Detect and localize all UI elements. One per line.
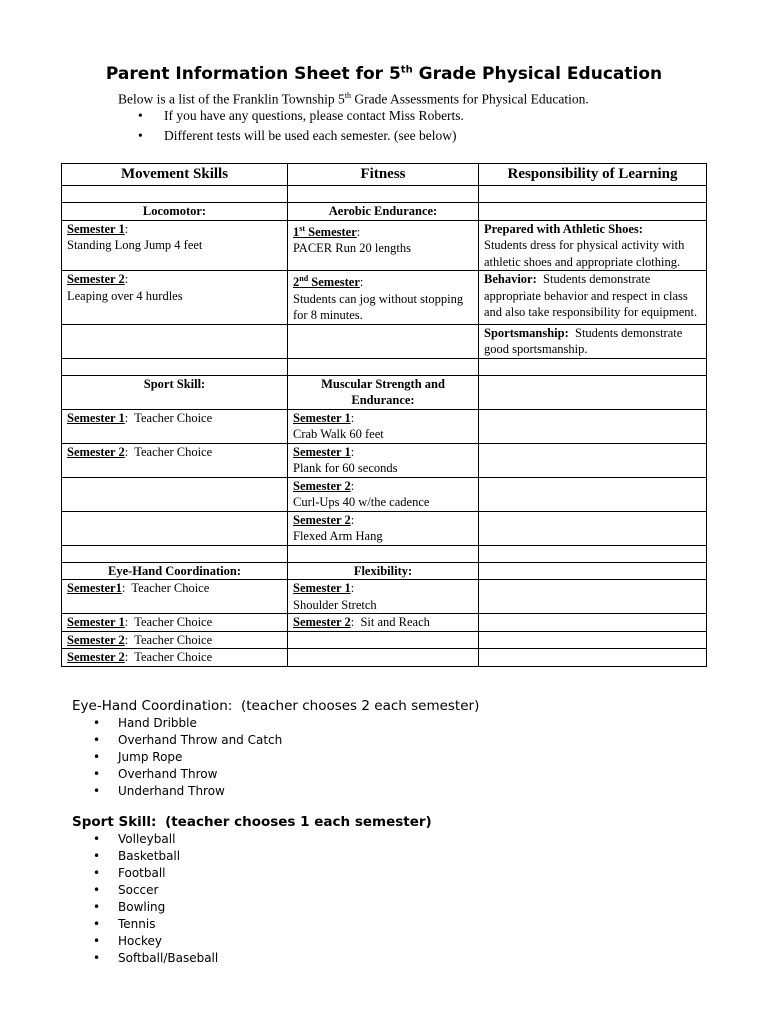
locomotor-heading: Locomotor: xyxy=(62,203,288,221)
table-row xyxy=(62,186,707,203)
list-item: • Football xyxy=(93,865,218,882)
header-movement-skills: Movement Skills xyxy=(62,164,288,186)
eye-hand-sem2a-cell: Semester 2: Teacher Choice xyxy=(62,631,288,649)
table-row xyxy=(62,631,707,649)
list-item: • Hockey xyxy=(93,933,218,950)
muscular-flexed-cell: Semester 2: Flexed Arm Hang xyxy=(288,511,479,545)
muscular-heading: Muscular Strength and Endurance: xyxy=(288,375,479,409)
intro-text: Below is a list of the Franklin Township 5th Grade Assessments for Physical Education. xyxy=(118,91,589,107)
sport-skill-list xyxy=(93,831,218,967)
behavior-cell: Behavior: Students demonstrate appropriate behavior and respect in class and also take responsibility for equipment. xyxy=(479,271,707,325)
table-row xyxy=(62,443,707,477)
list-item: • Underhand Throw xyxy=(93,783,282,800)
header-responsibility: Responsibility of Learning xyxy=(479,164,707,186)
eye-hand-heading: Eye-Hand Coordination: xyxy=(62,562,288,580)
eye-hand-sem1b-cell: Semester 1: Teacher Choice xyxy=(62,614,288,632)
sportsmanship-cell: Sportsmanship: Students demonstrate good sportsmanship. xyxy=(479,324,707,358)
table-row xyxy=(62,203,707,221)
list-item: • Overhand Throw xyxy=(93,766,282,783)
page-title: Parent Information Sheet for 5th Grade Physical Education xyxy=(105,64,663,84)
table-row xyxy=(62,375,707,409)
table-row xyxy=(62,580,707,614)
aerobic-sem2-cell: 2nd Semester: Students can jog without stopping for 8 minutes. xyxy=(288,271,479,325)
table-row xyxy=(62,220,707,271)
table-row xyxy=(62,409,707,443)
list-item: • Hand Dribble xyxy=(93,715,282,732)
locomotor-sem1-cell: Semester 1: Standing Long Jump 4 feet xyxy=(62,220,288,271)
list-item: • Volleyball xyxy=(93,831,218,848)
list-item: • Overhand Throw and Catch xyxy=(93,732,282,749)
sport-sem2-cell: Semester 2: Teacher Choice xyxy=(62,443,288,477)
flexibility-sit-reach-cell: Semester 2: Sit and Reach xyxy=(288,614,479,632)
header-fitness: Fitness xyxy=(288,164,479,186)
list-item: • Soccer xyxy=(93,882,218,899)
assessment-table xyxy=(61,163,707,667)
flexibility-shoulder-cell: Semester 1: Shoulder Stretch xyxy=(288,580,479,614)
aerobic-sem1-cell: 1st Semester: PACER Run 20 lengths xyxy=(288,220,479,271)
muscular-curl-cell: Semester 2: Curl-Ups 40 w/the cadence xyxy=(288,477,479,511)
intro-bullet-list xyxy=(138,106,464,146)
table-row xyxy=(62,545,707,562)
list-item: • Bowling xyxy=(93,899,218,916)
list-item: • Tennis xyxy=(93,916,218,933)
table-row xyxy=(62,324,707,358)
athletic-shoes-cell: Prepared with Athletic Shoes: Students dress for physical activity with athletic shoes and appropriate clothing. xyxy=(479,220,707,271)
list-item: • Softball/Baseball xyxy=(93,950,218,967)
list-item: • Jump Rope xyxy=(93,749,282,766)
muscular-plank-cell: Semester 1: Plank for 60 seconds xyxy=(288,443,479,477)
table-row xyxy=(62,271,707,325)
table-row xyxy=(62,511,707,545)
muscular-crab-cell: Semester 1: Crab Walk 60 feet xyxy=(288,409,479,443)
eye-hand-sem1a-cell: Semester1: Teacher Choice xyxy=(62,580,288,614)
sport-skill-section-title: Sport Skill: (teacher chooses 1 each semester) xyxy=(72,814,432,830)
locomotor-sem2-cell: Semester 2: Leaping over 4 hurdles xyxy=(62,271,288,325)
sport-skill-heading: Sport Skill: xyxy=(62,375,288,409)
aerobic-heading: Aerobic Endurance: xyxy=(288,203,479,221)
eye-hand-list xyxy=(93,715,282,800)
table-row xyxy=(62,477,707,511)
table-row xyxy=(62,649,707,667)
eye-hand-sem2b-cell: Semester 2: Teacher Choice xyxy=(62,649,288,667)
flexibility-heading: Flexibility: xyxy=(288,562,479,580)
table-row xyxy=(62,614,707,632)
intro-bullet-contact: • If you have any questions, please contact Miss Roberts. xyxy=(138,106,464,126)
intro-bullet-tests: • Different tests will be used each semester. (see below) xyxy=(138,126,464,146)
eye-hand-section-title: Eye-Hand Coordination: (teacher chooses 2 each semester) xyxy=(72,698,480,714)
table-row xyxy=(62,562,707,580)
sport-sem1-cell: Semester 1: Teacher Choice xyxy=(62,409,288,443)
table-row xyxy=(62,358,707,375)
list-item: • Basketball xyxy=(93,848,218,865)
table-header-row xyxy=(62,164,707,186)
